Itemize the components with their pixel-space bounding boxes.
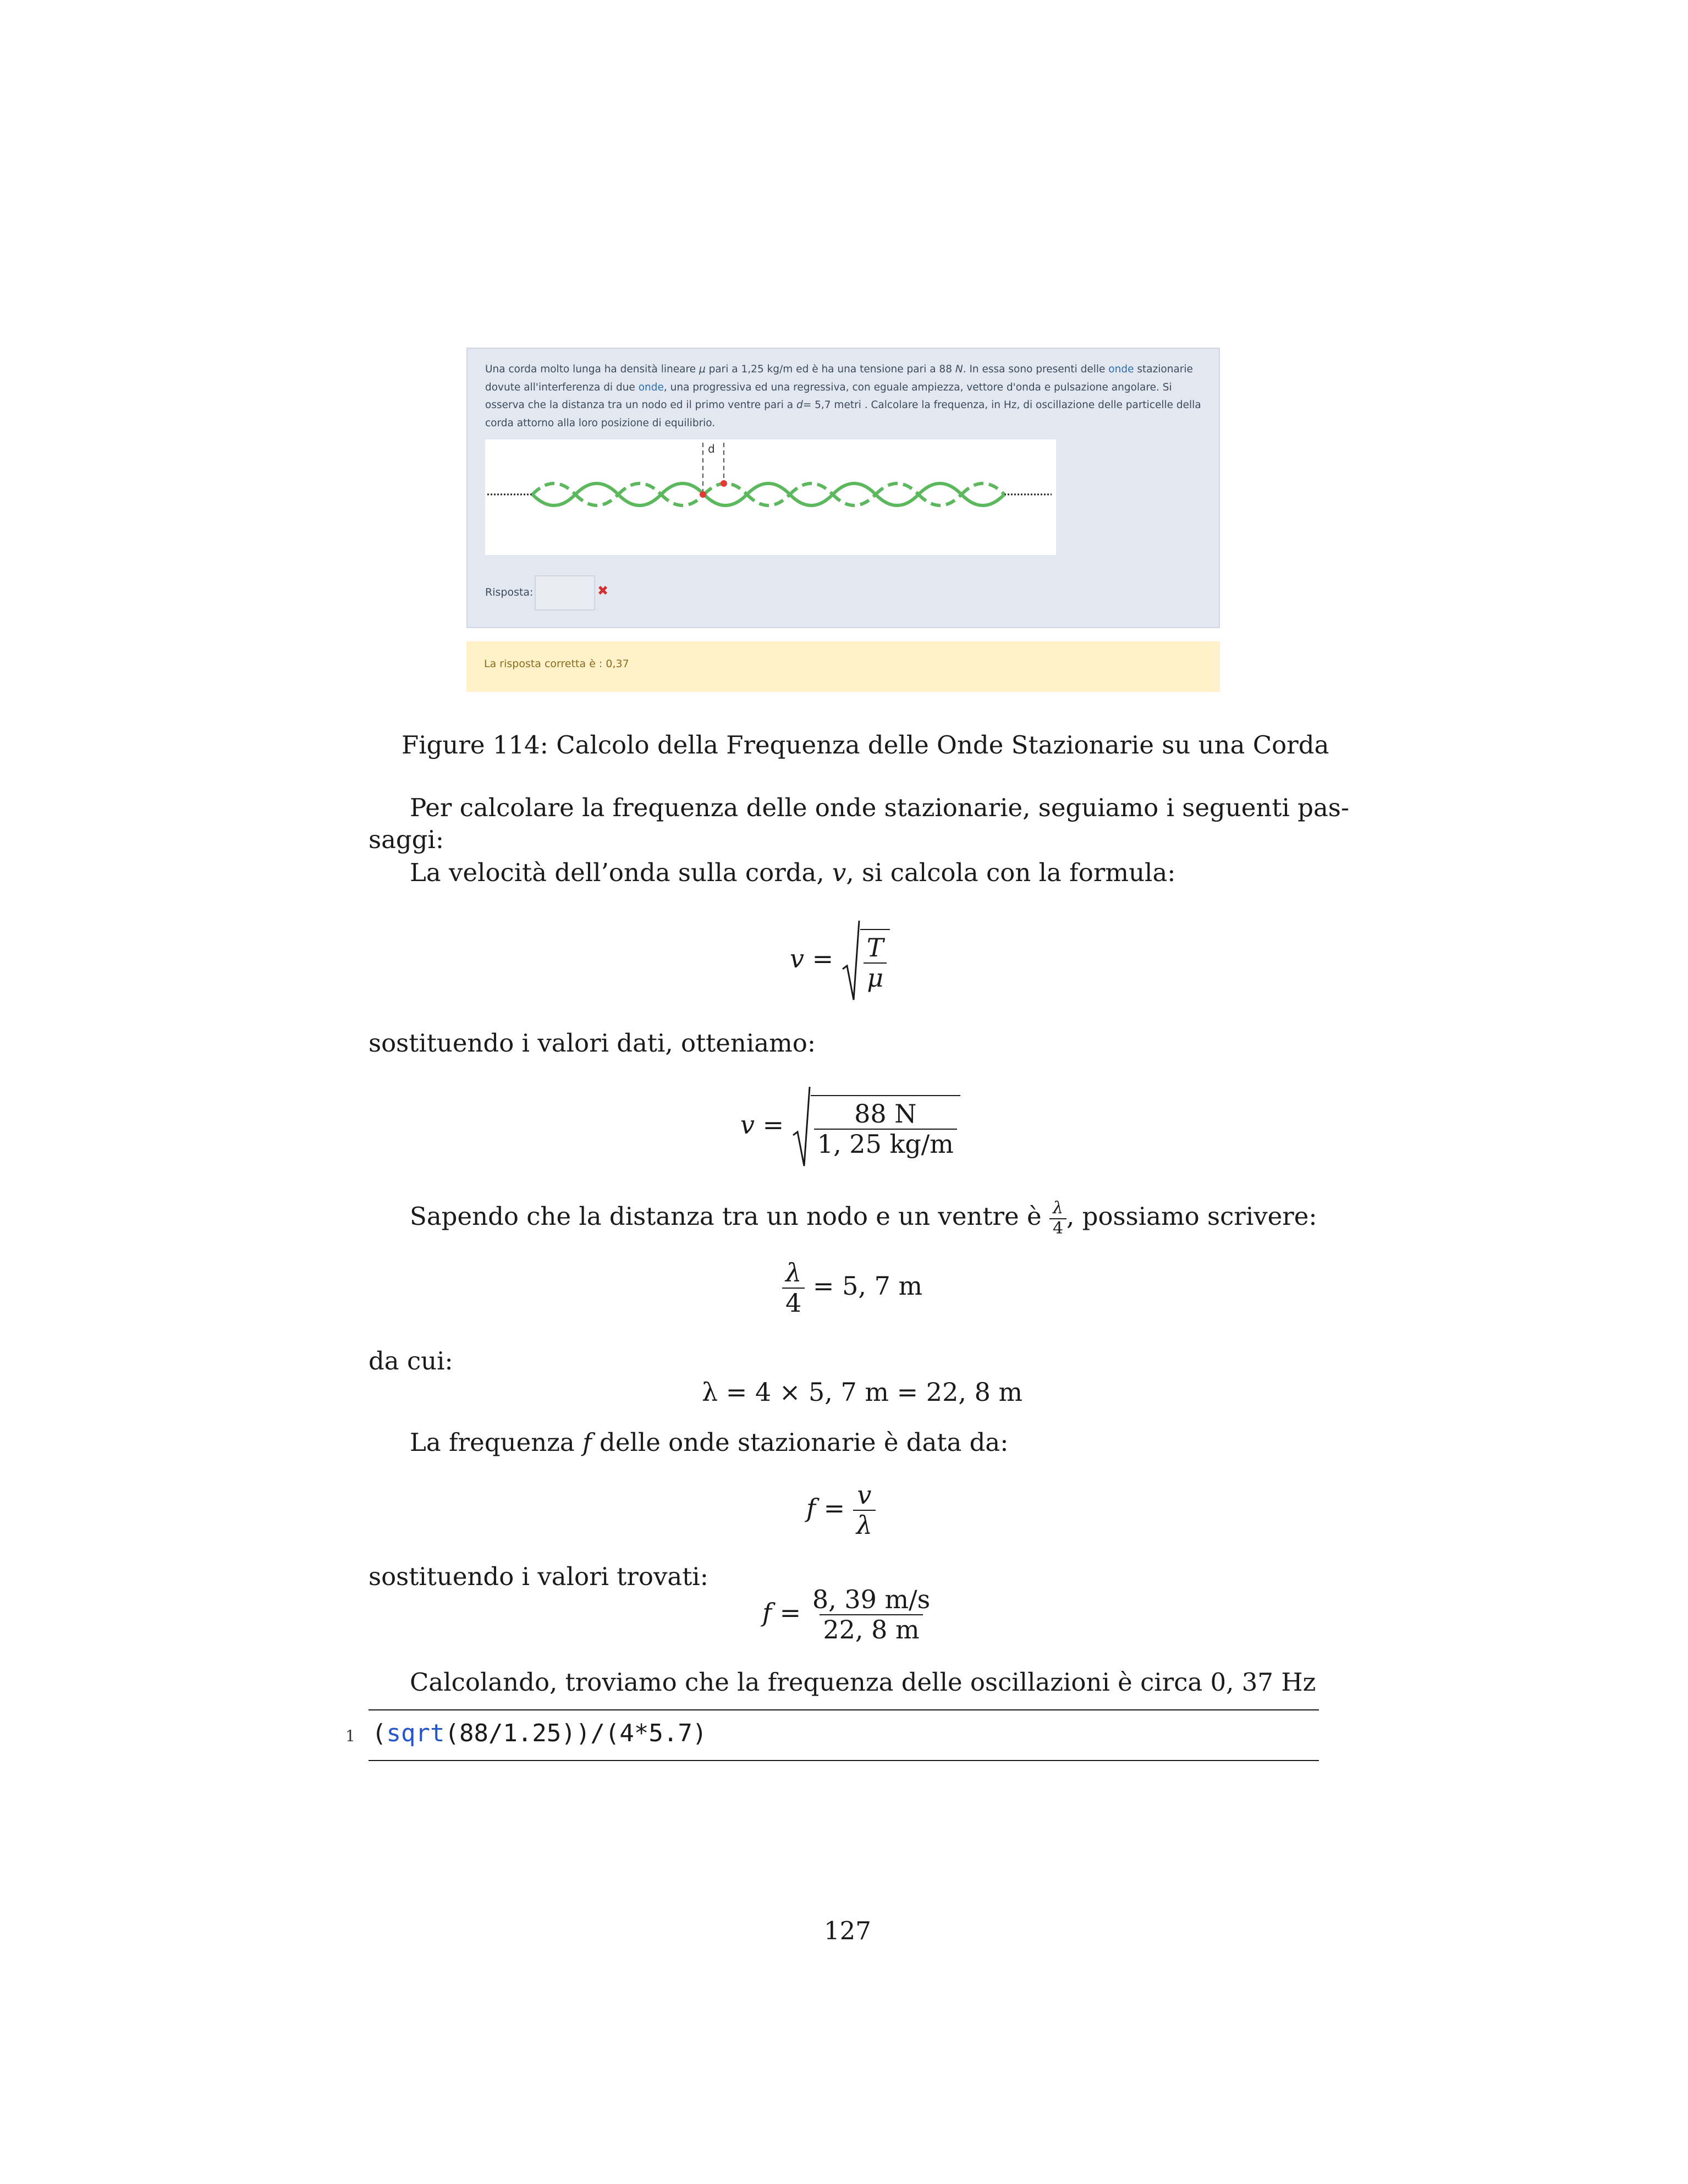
equation-wavelength: λ = 4 × 5, 7 m = 22, 8 m	[702, 1377, 1023, 1407]
newton-unit: N	[955, 364, 963, 375]
feedback-box	[466, 641, 1220, 692]
eq-lhs: v	[740, 1110, 755, 1140]
sqrt-sign	[842, 920, 860, 1002]
code-rule-top	[369, 1709, 1319, 1710]
text: delle onde stazionarie è data da:	[591, 1428, 1009, 1457]
code-text	[372, 1719, 707, 1747]
wave-loop-lower	[575, 494, 618, 505]
wave-loop-upper	[661, 483, 704, 494]
onde-link[interactable]: onde	[1108, 364, 1134, 375]
onde-link[interactable]: onde	[638, 381, 664, 393]
wave-loop-lower	[833, 494, 876, 505]
text: , si calcola con la formula:	[846, 858, 1176, 887]
paragraph-line: sostituendo i valori dati, otteniamo:	[369, 1028, 816, 1058]
eq-rhs: = 5, 7 m	[812, 1270, 923, 1301]
answer-label: Risposta:	[485, 586, 534, 598]
denominator: λ	[853, 1510, 876, 1540]
eq-sign: =	[823, 1493, 845, 1523]
question-text: stazionarie dovute all'interferenza di due	[485, 364, 1193, 393]
wave-loop-lower	[919, 494, 961, 505]
denominator: 4	[1049, 1218, 1066, 1239]
wave-loop-upper	[618, 483, 661, 494]
paragraph-velocity	[410, 857, 1175, 889]
paragraph-line: da cui:	[369, 1346, 453, 1376]
equation-velocity-values	[740, 1086, 960, 1168]
equation-frequency-values	[762, 1585, 933, 1644]
inline-fraction	[1049, 1199, 1066, 1238]
correct-answer-text: La risposta corretta è : 0,37	[484, 658, 629, 670]
answer-input[interactable]	[535, 575, 595, 610]
text: Sapendo che la distanza tra un nodo e un ventre è	[410, 1202, 1049, 1231]
wave-loop-upper	[790, 483, 833, 494]
d-symbol: d	[796, 399, 803, 411]
text: La velocità dell’onda sulla corda,	[410, 858, 832, 887]
eq-lhs: f	[806, 1493, 816, 1523]
numerator: λ	[785, 1258, 802, 1288]
wave-loop-lower	[961, 494, 1004, 505]
numerator: v	[857, 1480, 872, 1510]
question-text: . In essa sono presenti delle	[963, 364, 1109, 375]
paragraph-line: sostituendo i valori trovati:	[369, 1562, 708, 1591]
wave-loop-lower	[747, 494, 790, 505]
eq-sign: =	[762, 1110, 784, 1140]
numerator: T	[866, 933, 884, 963]
question-text: , una progressiva ed una regressiva, con eguale ampiezza, vettore d'onda e pulsazione angolare. Si osserva che la distanza tra un nodo ed il primo ventre pari a	[485, 381, 1172, 411]
standing-wave-svg	[485, 439, 1056, 555]
denominator: μ	[864, 962, 887, 993]
var-f: f	[582, 1428, 592, 1457]
var-v: v	[832, 858, 846, 887]
mu-symbol: μ	[699, 364, 706, 375]
paragraph-frequency	[410, 1427, 1008, 1459]
wave-loop-lower	[876, 494, 919, 505]
wave-loop-lower	[661, 494, 704, 505]
wave-loop-lower	[532, 494, 575, 505]
question-text: Una corda molto lunga ha densità lineare	[485, 364, 699, 375]
code-listing	[345, 1719, 707, 1747]
code-line-number: 1	[345, 1727, 355, 1745]
wave-loop-lower	[704, 494, 747, 505]
wrong-answer-icon: ✖	[597, 583, 609, 598]
node-marker	[700, 491, 706, 498]
paragraph-node-antinode	[410, 1199, 1317, 1238]
quiz-panel	[466, 348, 1220, 628]
page-number: 127	[824, 1916, 871, 1945]
wave-loop-upper	[532, 483, 575, 494]
question-text: = 5,7 metri . Calcolare la frequenza, in Hz, di oscillazione delle particelle della corda attorno alla loro posizione di equilibrio.	[485, 399, 1201, 429]
code-paren: (	[372, 1719, 387, 1747]
fraction	[782, 1258, 805, 1318]
wave-loop-upper	[833, 483, 876, 494]
equation-frequency-formula	[806, 1481, 876, 1540]
wave-loop-lower	[618, 494, 661, 505]
wave-loops	[532, 483, 1004, 505]
fraction	[860, 929, 890, 993]
numerator: 8, 39 m/s	[812, 1585, 931, 1614]
question-text: pari a 1,25 kg/m ed è ha una tensione pari a 88	[705, 364, 955, 375]
eq-lhs: v	[790, 944, 804, 973]
wave-loop-lower	[790, 494, 833, 505]
wave-loop-upper	[876, 483, 919, 494]
code-rule-bottom	[369, 1760, 1319, 1761]
wave-loop-upper	[961, 483, 1004, 494]
text: La frequenza	[410, 1428, 583, 1457]
eq-sign: =	[779, 1597, 801, 1627]
denominator: 22, 8 m	[820, 1614, 922, 1644]
equation-velocity-formula	[790, 920, 890, 1002]
eq-sign: =	[812, 944, 834, 973]
wave-loop-upper	[575, 483, 618, 494]
d-label: d	[708, 442, 715, 455]
equation-quarter-wavelength	[782, 1258, 922, 1318]
fraction	[811, 1095, 960, 1159]
quiz-question	[485, 361, 1203, 432]
wave-loop-upper	[747, 483, 790, 494]
numerator: 88 N	[854, 1099, 917, 1129]
code-expression: (88/1.25))/(4*5.7)	[444, 1719, 707, 1747]
antinode-marker	[721, 480, 727, 487]
numerator: λ	[1052, 1198, 1063, 1218]
paragraph-result: Calcolando, troviamo che la frequenza delle oscillazioni è circa 0, 37 Hz	[410, 1668, 1316, 1697]
fraction	[853, 1481, 876, 1540]
sqrt-sign	[792, 1086, 811, 1168]
eq-lhs: f	[762, 1597, 772, 1627]
paragraph-line: Per calcolare la frequenza delle onde stazionarie, seguiamo i seguenti pas-	[410, 793, 1350, 822]
denominator: 4	[782, 1288, 805, 1318]
fraction	[809, 1585, 933, 1644]
denominator: 1, 25 kg/m	[814, 1129, 957, 1159]
wave-loop-upper	[919, 483, 961, 494]
figure-caption: Figure 114: Calcolo della Frequenza delle Onde Stazionarie su una Corda	[402, 730, 1329, 760]
paragraph-line: saggi:	[369, 825, 444, 854]
standing-wave-diagram	[485, 439, 1056, 555]
text: , possiamo scrivere:	[1066, 1202, 1317, 1231]
code-function: sqrt	[386, 1719, 445, 1747]
